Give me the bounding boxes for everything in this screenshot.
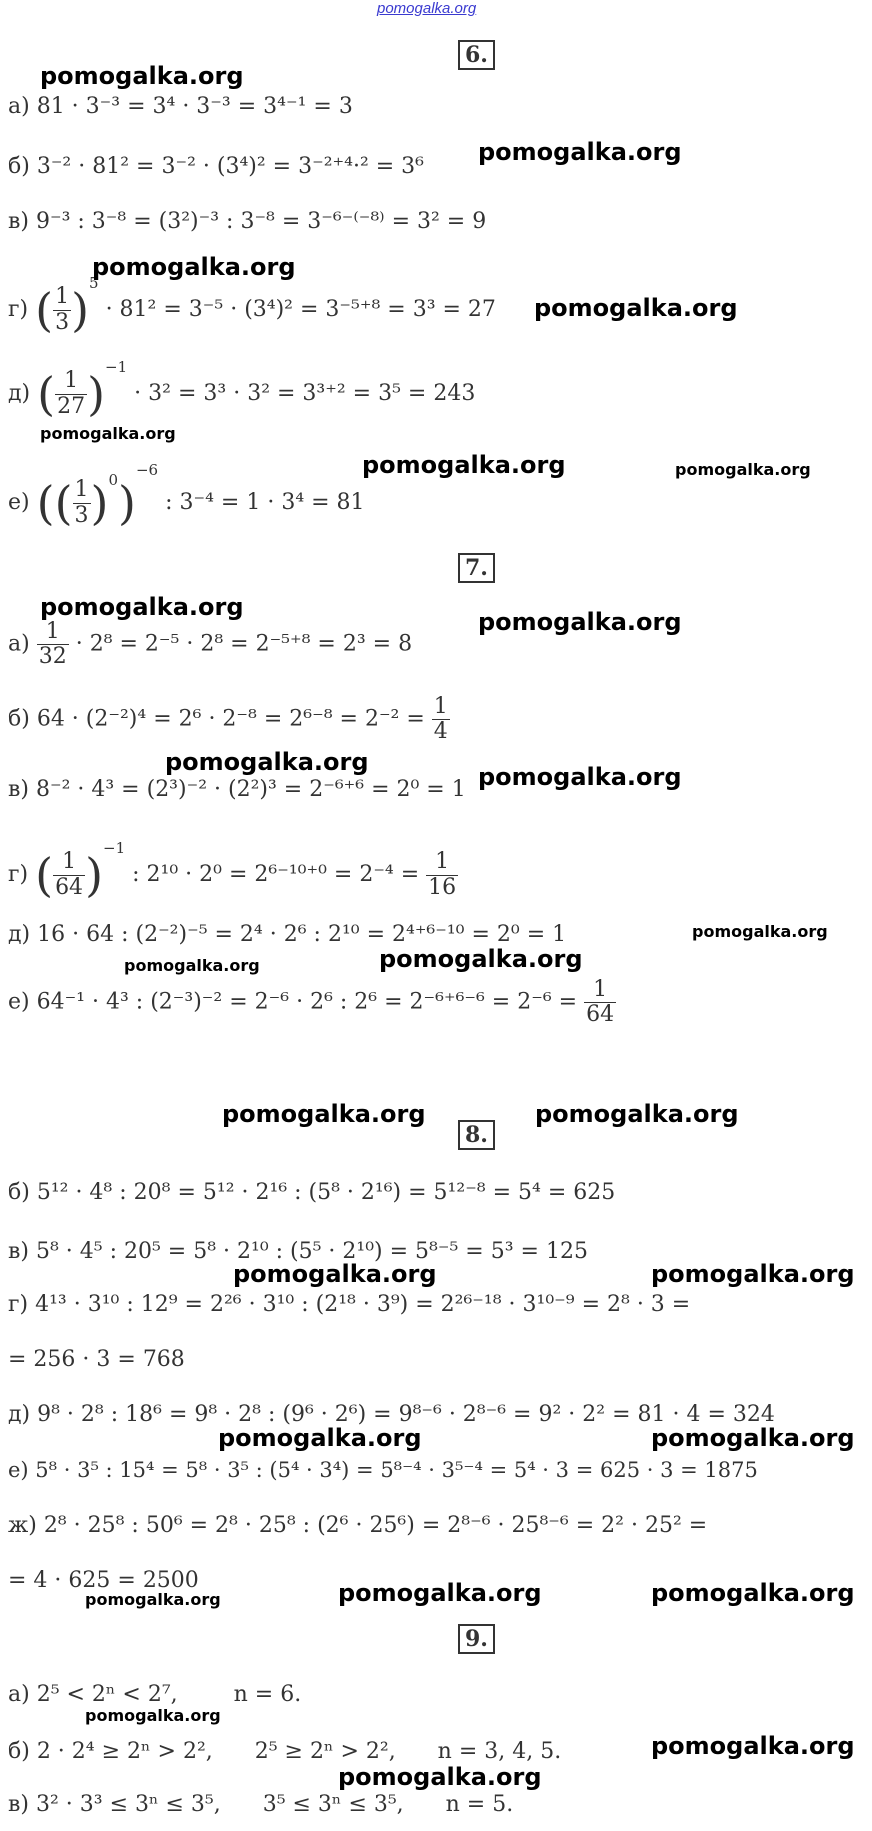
task-number-9: 9. [458, 1624, 495, 1654]
task8-e: е) 5⁸ · 3⁵ : 15⁴ = 5⁸ · 3⁵ : (5⁴ · 3⁴) = 5⁸⁻⁴ · 3⁵⁻⁴ = 5⁴ · 3 = 625 · 3 = 1875 [8, 1458, 758, 1482]
watermark: pomogalka.org [651, 1260, 855, 1288]
watermark: pomogalka.org [478, 763, 682, 791]
task7-d: д) 16 · 64 : (2⁻²)⁻⁵ = 2⁴ · 2⁶ : 2¹⁰ = 2⁴⁺⁶⁻¹⁰ = 2⁰ = 1 [8, 922, 567, 947]
task7-b: б) 64 · (2⁻²)⁴ = 2⁶ · 2⁻⁸ = 2⁶⁻⁸ = 2⁻² = $\frac{1}{4}$ [8, 694, 448, 745]
watermark: pomogalka.org [362, 451, 566, 479]
task7-b-fraction: $\frac{1}{4}$ [433, 694, 448, 745]
task8-g-line1: г) 4¹³ · 3¹⁰ : 12⁹ = 2²⁶ · 3¹⁰ : (2¹⁸ · 3⁹) = 2²⁶⁻¹⁸ · 3¹⁰⁻⁹ = 2⁸ · 3 = [8, 1292, 691, 1317]
task6-v: в) 9⁻³ : 3⁻⁸ = (3²)⁻³ : 3⁻⁸ = 3⁻⁶⁻⁽⁻⁸⁾ = 3² = 9 [8, 209, 487, 234]
task7-e-fraction: $\frac{1}{64}$ [586, 977, 615, 1028]
watermark: pomogalka.org [222, 1100, 426, 1128]
task7-a-fraction: $\frac{1}{32}$ [38, 619, 67, 670]
task8-zh-line1: ж) 2⁸ · 25⁸ : 50⁶ = 2⁸ · 25⁸ : (2⁶ · 25⁶) = 2⁸⁻⁶ · 25⁸⁻⁶ = 2² · 25² = [8, 1513, 708, 1538]
watermark: pomogalka.org [692, 922, 828, 941]
task6-d-rest: · 3² = 3³ · 3² = 3³⁺² = 3⁵ = 243 [134, 381, 476, 406]
watermark: pomogalka.org [85, 1706, 221, 1725]
watermark: pomogalka.org [338, 1763, 542, 1791]
task6-a: а) 81 · 3⁻³ = 3⁴ · 3⁻³ = 3⁴⁻¹ = 3 [8, 94, 353, 119]
task7-g: г) ( $\frac{1}{64}$ )$^{-1}$ : 2¹⁰ · 2⁰ = 2⁶⁻¹⁰⁺⁰ = 2⁻⁴ = $\frac{1}{16}$ [8, 839, 457, 902]
task9-b: б) 2 · 2⁴ ≥ 2ⁿ > 2², 2⁵ ≥ 2ⁿ > 2², n = 3, 4, 5. [8, 1739, 562, 1764]
task8-g-line2: = 256 · 3 = 768 [8, 1347, 185, 1372]
task7-v: в) 8⁻² · 4³ = (2³)⁻² · (2²)³ = 2⁻⁶⁺⁶ = 2⁰ = 1 [8, 777, 466, 802]
watermark: pomogalka.org [675, 460, 811, 479]
task6-d: д) ( $\frac{1}{27}$ )$^{-1}$ · 3² = 3³ · 3² = 3³⁺² = 3⁵ = 243 [8, 358, 476, 421]
task7-a: а) $\frac{1}{32}$ · 2⁸ = 2⁻⁵ · 2⁸ = 2⁻⁵⁺⁸ = 2³ = 8 [8, 619, 413, 670]
task6-g: г) ( $\frac{1}{3}$ )$^5$ · 81² = 3⁻⁵ · (3⁴)² = 3⁻⁵⁺⁸ = 3³ = 27 [8, 274, 496, 337]
site-link[interactable]: pomogalka.org [377, 0, 477, 17]
task6-d-fraction: $\frac{1}{27}$ [57, 368, 86, 419]
task8-b: б) 5¹² · 4⁸ : 20⁸ = 5¹² · 2¹⁶ : (5⁸ · 2¹⁶) = 5¹²⁻⁸ = 5⁴ = 625 [8, 1180, 616, 1205]
task6-e: е) (( $\frac{1}{3}$ )$^0$)$^{-6}$ : 3⁻⁴ = 1 · 3⁴ = 81 [8, 461, 365, 530]
task-number-8: 8. [458, 1120, 495, 1150]
watermark: pomogalka.org [478, 138, 682, 166]
watermark: pomogalka.org [651, 1579, 855, 1607]
task-number-7: 7. [458, 553, 495, 583]
task9-a: а) 2⁵ < 2ⁿ < 2⁷, n = 6. [8, 1682, 302, 1707]
task8-zh-line2: = 4 · 625 = 2500 [8, 1568, 199, 1593]
watermark: pomogalka.org [85, 1590, 221, 1609]
watermark: pomogalka.org [651, 1732, 855, 1760]
task7-g-result-fraction: $\frac{1}{16}$ [428, 849, 457, 900]
task6-g-prefix: г) [8, 297, 29, 322]
watermark: pomogalka.org [40, 62, 244, 90]
task6-g-fraction: $\frac{1}{3}$ [55, 284, 70, 335]
task6-e-rest: : 3⁻⁴ = 1 · 3⁴ = 81 [165, 490, 365, 515]
watermark: pomogalka.org [233, 1260, 437, 1288]
task-number-6: 6. [458, 40, 495, 70]
watermark: pomogalka.org [534, 294, 738, 322]
watermark: pomogalka.org [40, 593, 244, 621]
task8-d: д) 9⁸ · 2⁸ : 18⁶ = 9⁸ · 2⁸ : (9⁶ · 2⁶) = 9⁸⁻⁶ · 2⁸⁻⁶ = 9² · 2² = 81 · 4 = 324 [8, 1402, 775, 1427]
task6-g-rest: · 81² = 3⁻⁵ · (3⁴)² = 3⁻⁵⁺⁸ = 3³ = 27 [105, 297, 496, 322]
watermark: pomogalka.org [379, 945, 583, 973]
watermark: pomogalka.org [535, 1100, 739, 1128]
task7-g-fraction: $\frac{1}{64}$ [55, 849, 84, 900]
watermark: pomogalka.org [40, 424, 176, 443]
task6-b: б) 3⁻² · 81² = 3⁻² · (3⁴)² = 3⁻²⁺⁴·² = 3⁶ [8, 154, 425, 179]
task6-e-fraction: $\frac{1}{3}$ [74, 477, 89, 528]
watermark: pomogalka.org [92, 253, 296, 281]
watermark: pomogalka.org [651, 1424, 855, 1452]
watermark: pomogalka.org [478, 608, 682, 636]
watermark: pomogalka.org [124, 956, 260, 975]
task8-v: в) 5⁸ · 4⁵ : 20⁵ = 5⁸ · 2¹⁰ : (5⁵ · 2¹⁰) = 5⁸⁻⁵ = 5³ = 125 [8, 1239, 588, 1264]
watermark: pomogalka.org [165, 748, 369, 776]
watermark: pomogalka.org [338, 1579, 542, 1607]
watermark: pomogalka.org [218, 1424, 422, 1452]
task9-v: в) 3² · 3³ ≤ 3ⁿ ≤ 3⁵, 3⁵ ≤ 3ⁿ ≤ 3⁵, n = 5. [8, 1792, 514, 1817]
task7-e: е) 64⁻¹ · 4³ : (2⁻³)⁻² = 2⁻⁶ · 2⁶ : 2⁶ = 2⁻⁶⁺⁶⁻⁶ = 2⁻⁶ = $\frac{1}{64}$ [8, 977, 615, 1028]
task6-g-exponent: 5 [89, 274, 99, 292]
